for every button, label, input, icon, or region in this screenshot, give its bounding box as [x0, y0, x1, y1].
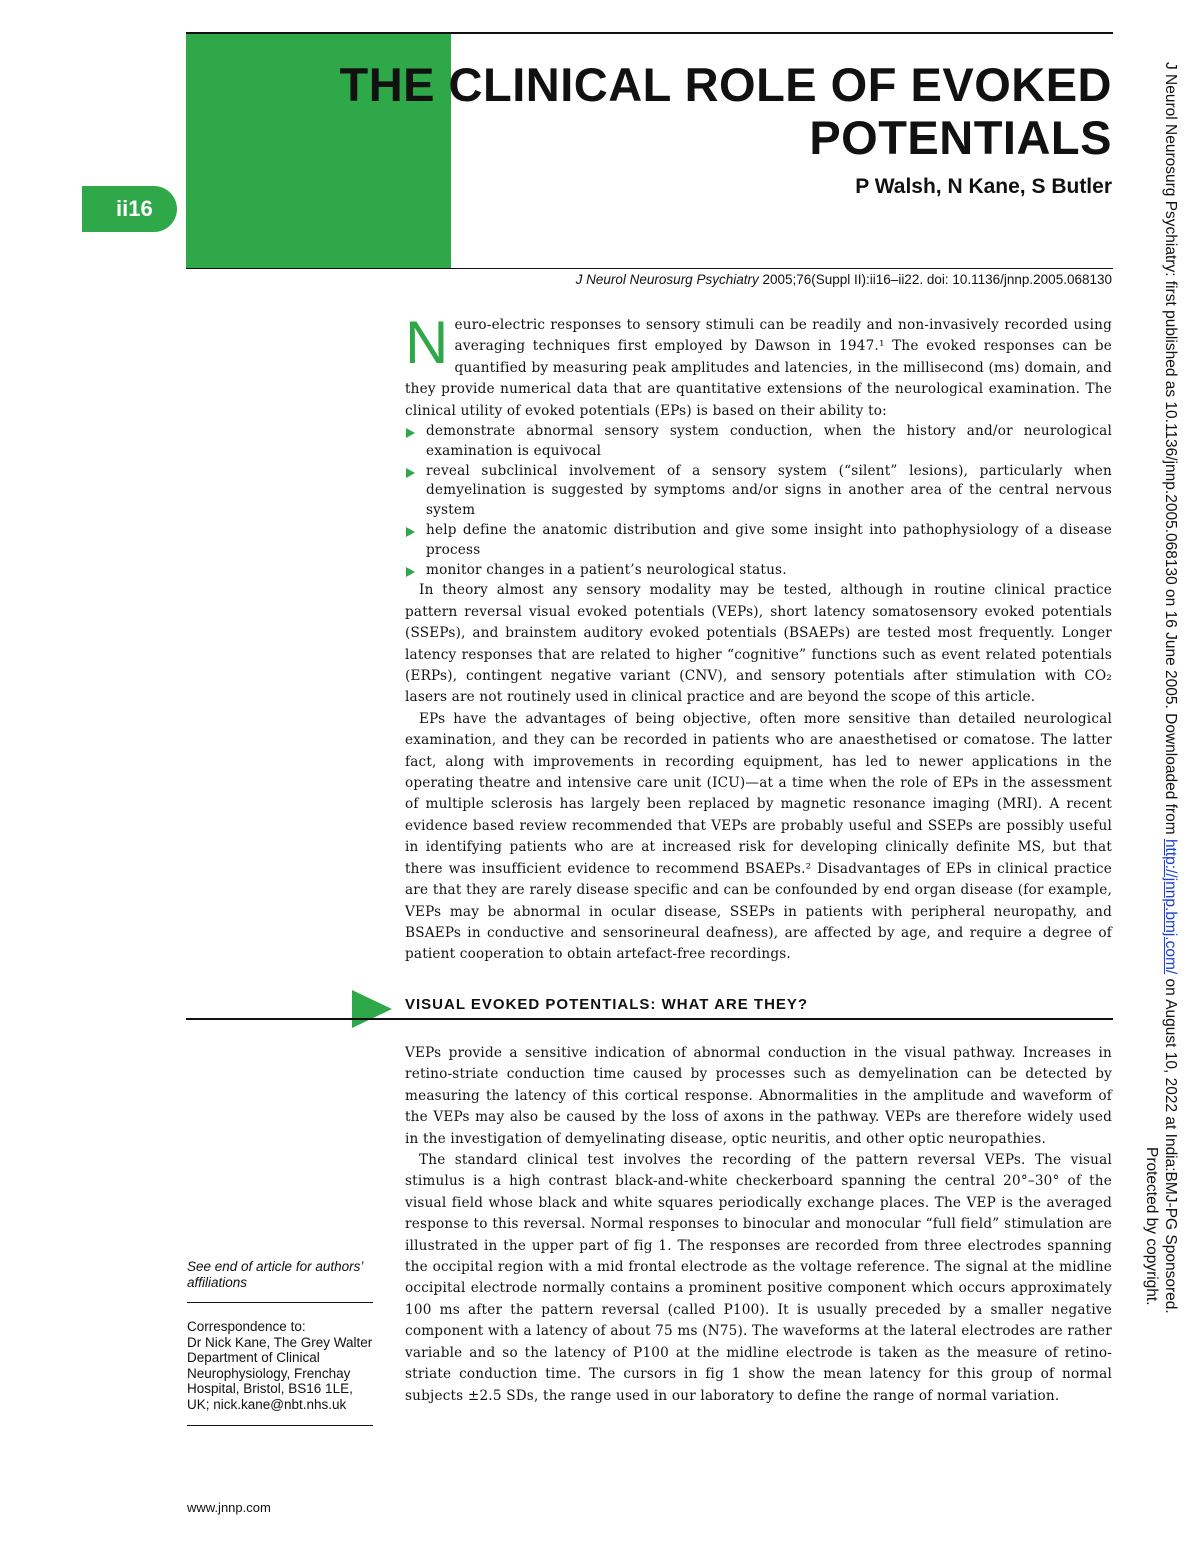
- margin-notice-text-end: on August 10, 2022 at India:BMJ-PG Sponsored.: [1162, 974, 1179, 1314]
- intro-body: [405, 309, 1112, 966]
- citation-journal: J Neurol Neurosurg Psychiatry: [575, 272, 759, 287]
- sidebar-divider: [187, 1302, 373, 1303]
- article-title: [300, 58, 1112, 164]
- author-list: P Walsh, N Kane, S Butler: [855, 175, 1112, 198]
- correspondence-text: Dr Nick Kane, The Grey Walter Department of Clinical Neurophysiology, Frenchay Hospital, Bristol, BS16 1LE, UK; nick.kane@nbt.nhs.uk: [187, 1334, 373, 1412]
- footer-url: www.jnnp.com: [187, 1500, 271, 1515]
- section-body: [405, 1043, 1112, 1407]
- margin-notice-text: J Neurol Neurosurg Psychiatry: first published as 10.1136/jnnp.2005.068130 on 16 June 2005. Downloaded from: [1162, 62, 1179, 839]
- intro-paragraph-2: In theory almost any sensory modality may be tested, although in routine clinical practice pattern reversal visual evoked potentials (VEPs), short latency somatosensory evoked potentials (SSEPs), and brainstem auditory evoked potentials (BSAEPs) are tested most frequently. Longer latency responses that are related to higher “cognitive” functions such as event related potentials (ERPs), contingent negative variant (CNV), and sensory potentials after stimulation with CO₂ lasers are not routinely used in clinical practice and are beyond the scope of this article.: [405, 582, 1112, 706]
- intro-paragraph-3: EPs have the advantages of being objective, often more sensitive than detailed neurological examination, and they can be recorded in patients who are anaesthetised or comatose. The latter fact, along with improvements in recording equipment, has led to newer applications in the operating theatre and intensive care unit (ICU)—at a time when the role of EPs in the assessment of multiple sclerosis has largely been replaced by magnetic resonance imaging (MRI). A recent evidence based review recommended that VEPs are probably useful and SSEPs are possibly useful in identifying patients who are at increased risk for developing clinically definite MS, but that there was insufficient evidence to recommend BSAEPs.² Disadvantages of EPs in clinical practice are that they are rarely disease specific and can be confounded by end organ disease (for example, VEPs may be abnormal in ocular disease, SSEPs in patients with peripheral neuropathy, and BSAEPs in conductive and sensorineural deafness), are affected by age, and require a degree of patient cooperation to obtain artefact-free recordings.: [405, 710, 1112, 963]
- title-line-2: POTENTIALS: [809, 111, 1112, 164]
- drop-cap: N: [405, 309, 449, 376]
- list-item: monitor changes in a patient’s neurological status.: [405, 561, 1112, 581]
- list-item: reveal subclinical involvement of a sensory system (“silent” lesions), particularly when demyelination is suggested by symptoms and/or signs in another area of the central nervous system: [405, 462, 1112, 521]
- header-rule: [186, 268, 1113, 269]
- section-rule: [186, 1018, 1113, 1020]
- correspondence-label: Correspondence to:: [187, 1319, 306, 1334]
- citation-details: 2005;76(Suppl II):ii16–ii22. doi: 10.1136/jnnp.2005.068130: [758, 272, 1112, 287]
- copyright-text: Protected by copyright.: [1143, 1147, 1160, 1306]
- section-paragraph-2: The standard clinical test involves the recording of the pattern reversal VEPs. The visual stimulus is a high contrast black-and-white checkerboard spanning the central 20°–30° of the visual field whose black and white squares periodically exchange places. The VEP is the averaged response to this reversal. Normal responses to binocular and monocular “full field” stimulation are illustrated in the upper part of fig 1. The responses are recorded from three electrodes spanning the occipital region with a mid frontal electrode as the voltage reference. The signal at the midline occipital electrode normally contains a prominent positive component which occurs approximately 100 ms after the pattern reversal (called P100). It is usually preceded by a smaller negative component with a latency of about 75 ms (N75). The waveforms at the lateral electrodes are rather variable and so the latency of P100 at the midline electrode is taken as the measure of retino-striate conduction time. The cursors in fig 1 show the mean latency for this group of normal subjects ±2.5 SDs, the range used in our laboratory to define the range of normal variation.: [405, 1152, 1112, 1404]
- journal-link[interactable]: http://jnnp.bmj.com/: [1162, 838, 1179, 975]
- sidebar-divider: [187, 1425, 373, 1426]
- copyright-notice: [1142, 62, 1161, 1562]
- correspondence-block: [187, 1319, 377, 1412]
- title-line-1: THE CLINICAL ROLE OF EVOKED: [339, 58, 1112, 111]
- list-item: demonstrate abnormal sensory system conduction, when the history and/or neurological examination is equivocal: [405, 422, 1112, 462]
- page-number-tab: ii16: [82, 186, 177, 232]
- intro-paragraph-1: [405, 309, 1112, 422]
- section-arrow-icon: [352, 990, 392, 1028]
- section-paragraph-1: VEPs provide a sensitive indication of abnormal conduction in the visual pathway. Increases in retino-striate conduction time caused by processes such as demyelination can be detected by measuring the latency of this cortical response. Abnormalities in the amplitude and waveform of the VEPs may also be caused by the loss of axons in the pathway. VEPs are therefore widely used in the investigation of demyelinating disease, optic neuritis, and other optic neuropathies.: [405, 1045, 1112, 1147]
- affiliations-note: See end of article for authors’ affiliations: [187, 1259, 363, 1290]
- list-item: help define the anatomic distribution and give some insight into pathophysiology of a disease process: [405, 521, 1112, 561]
- citation-line: [400, 272, 1112, 287]
- margin-notice: [1142, 62, 1180, 1562]
- intro-paragraph-1-text: euro-electric responses to sensory stimuli can be readily and non-invasively recorded using averaging techniques first employed by Dawson in 1947.¹ The evoked responses can be quantified by measuring peak amplitudes and latencies, in the millisecond (ms) domain, and they provide numerical data that are quantitative extensions of the neurological examination. The clinical utility of evoked potentials (EPs) is based on their ability to:: [405, 317, 1112, 419]
- section-heading: VISUAL EVOKED POTENTIALS: WHAT ARE THEY?: [405, 996, 809, 1013]
- ep-ability-list: [405, 422, 1112, 580]
